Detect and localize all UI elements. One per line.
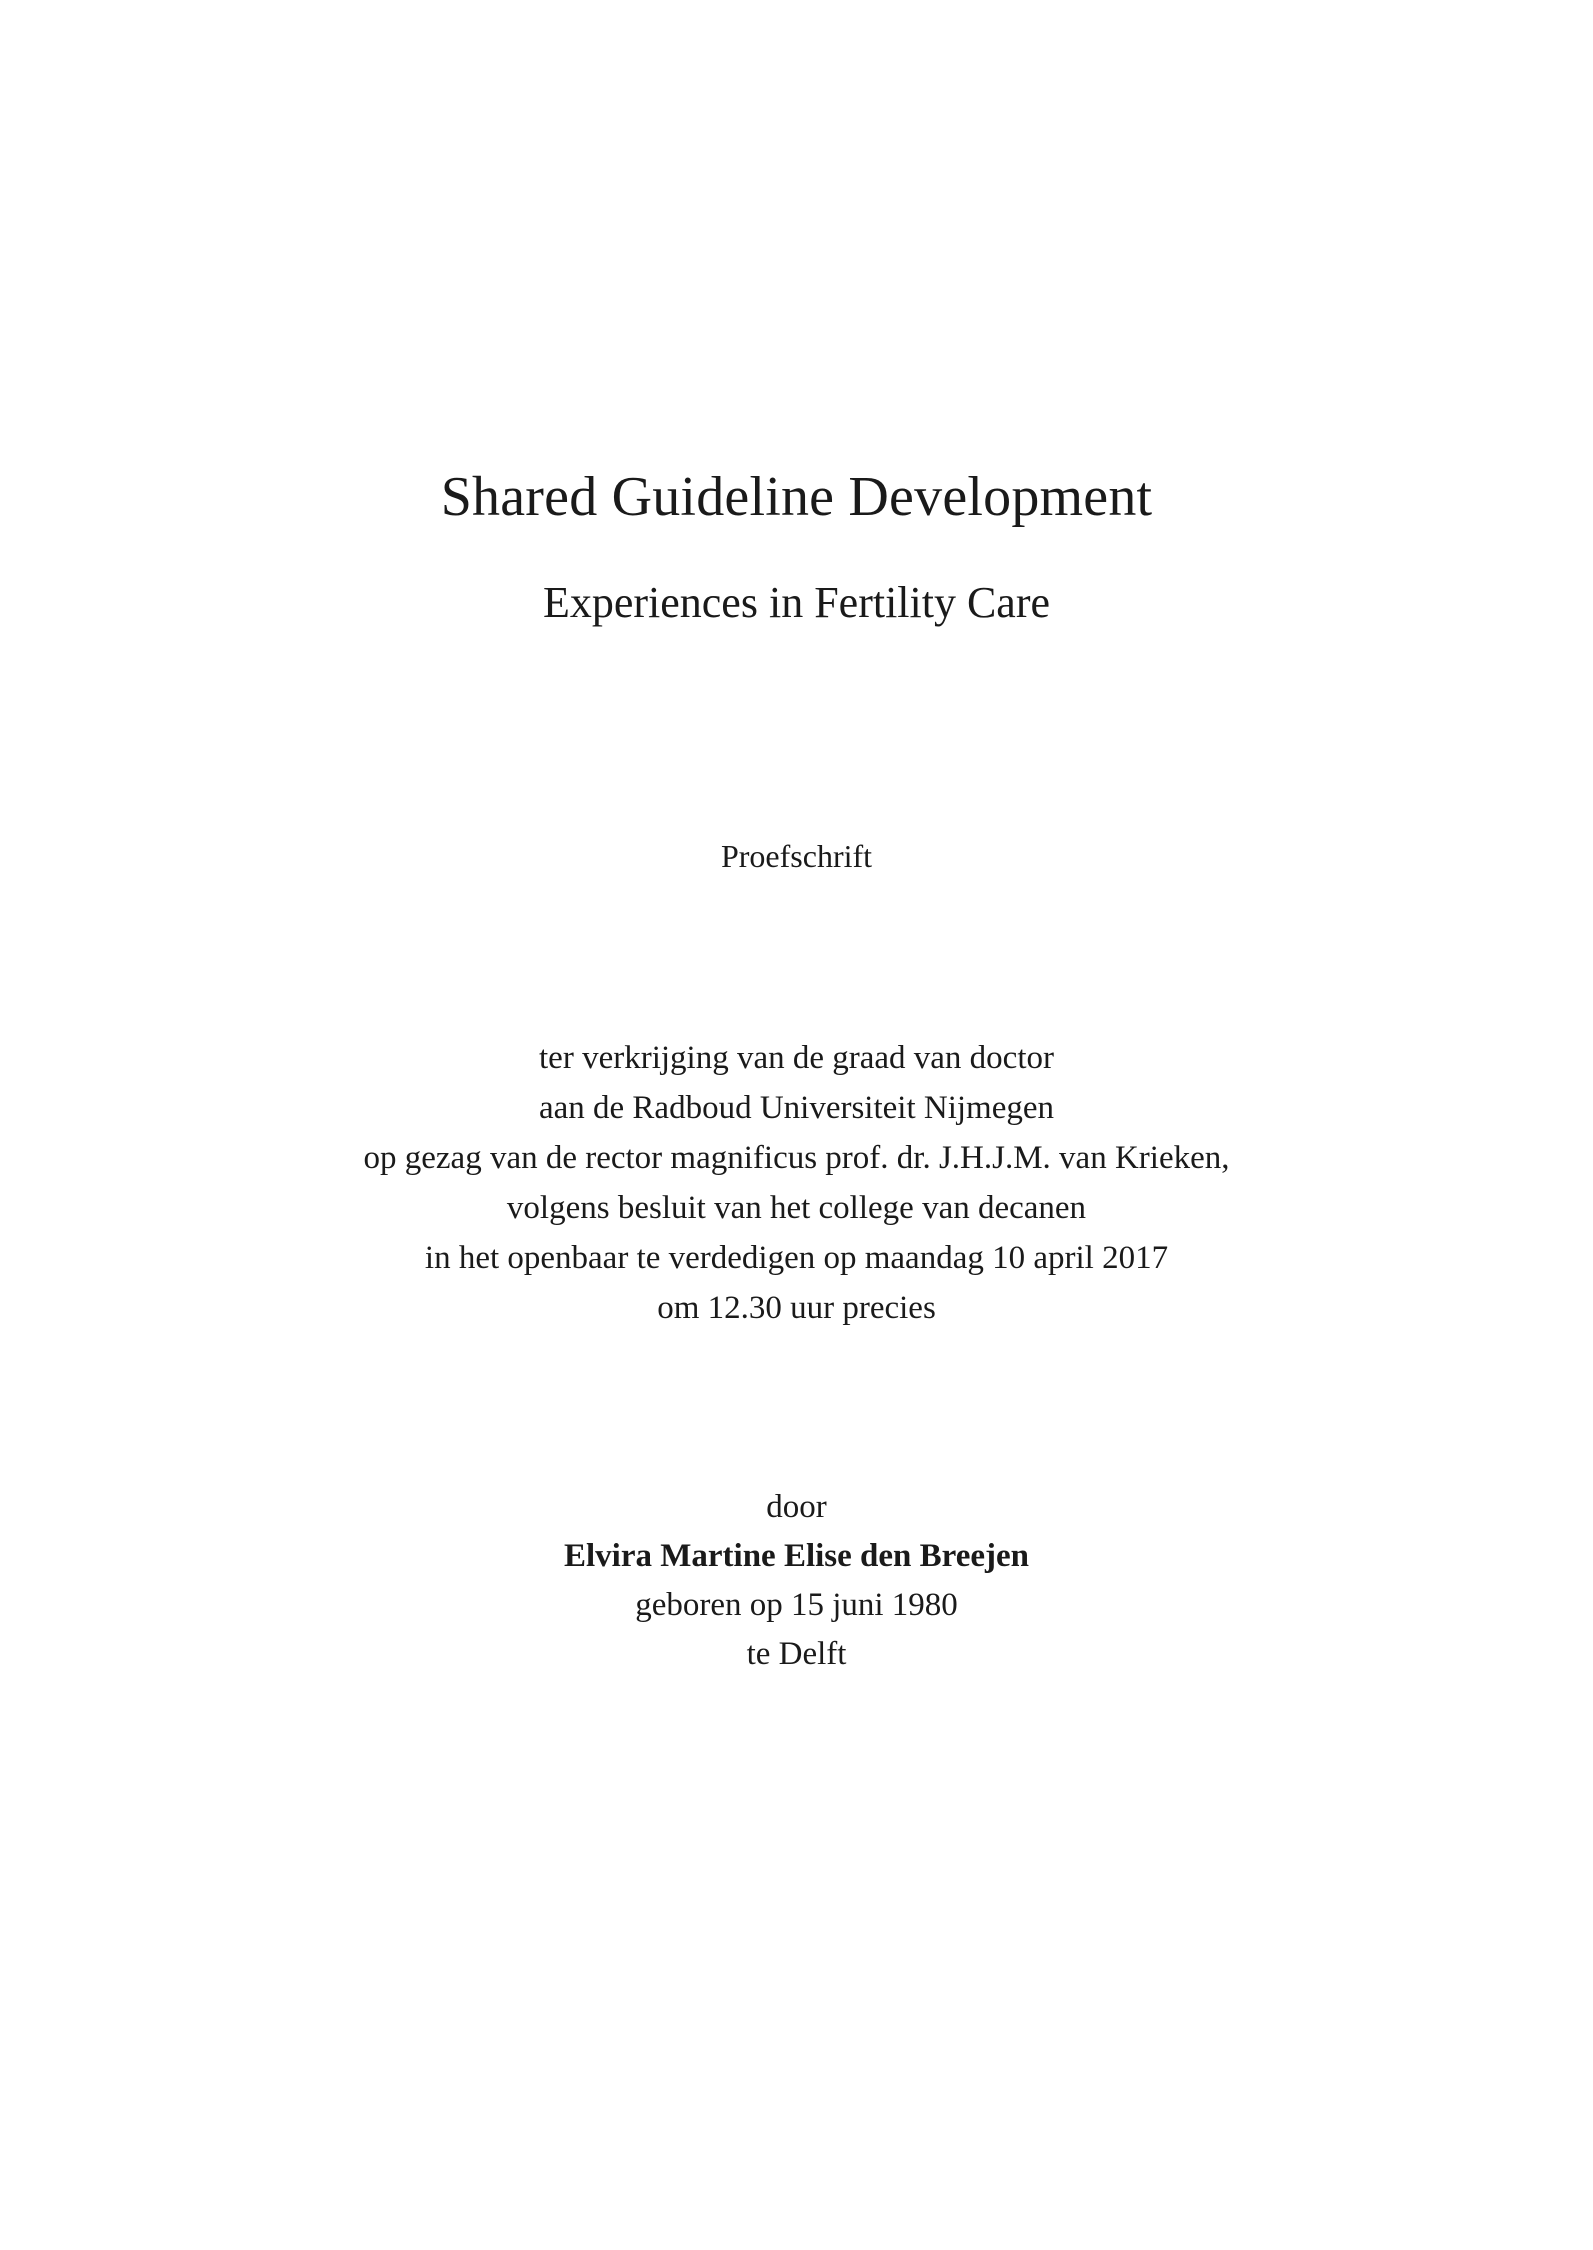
by-label: door <box>766 1489 827 1525</box>
degree-line: aan de Radboud Universiteit Nijmegen <box>538 1090 1055 1126</box>
thesis-title: Shared Guideline Development <box>440 466 1153 528</box>
degree-line: ter verkrijging van de graad van doctor <box>539 1040 1054 1076</box>
thesis-subtitle: Experiences in Fertility Care <box>542 578 1051 627</box>
author-info <box>0 1483 1593 1679</box>
degree-line: om 12.30 uur precies <box>657 1290 936 1326</box>
document-type: Proefschrift <box>720 838 873 874</box>
degree-line: in het openbaar te verdedigen op maandag 10 april 2017 <box>424 1240 1169 1276</box>
degree-statement <box>0 1033 1593 1333</box>
birth-date: geboren op 15 juni 1980 <box>635 1587 958 1623</box>
degree-line: op gezag van de rector magnificus prof. dr. J.H.J.M. van Krieken, <box>363 1140 1230 1176</box>
degree-line: volgens besluit van het college van decanen <box>506 1190 1087 1226</box>
author-name: Elvira Martine Elise den Breejen <box>564 1538 1029 1574</box>
birth-place: te Delft <box>746 1636 847 1672</box>
